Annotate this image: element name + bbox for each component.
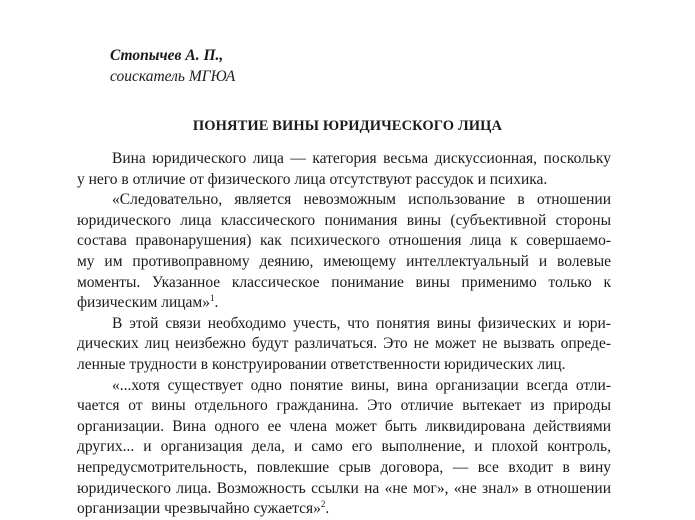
paragraph <box>77 149 611 190</box>
footnote-mark[interactable]: 1 <box>209 293 215 303</box>
paragraph <box>77 314 611 376</box>
text-line: организации чрезвычайно сужается»$^2$. <box>77 498 330 518</box>
paragraph <box>77 190 611 314</box>
text-line: дических лиц неизбежно будут различаться. Это не может не вызвать опреде- <box>77 335 611 353</box>
text-line: организации. Вина одного ее члена может быть ликвидирована действиями <box>77 417 611 435</box>
text-line: му им противоправному деянию, имеющему интеллектуальный и волевые <box>77 252 611 270</box>
text-line: непредусмотрительность, повлекшие срыв договора, — все входит в вину <box>77 458 611 476</box>
text-line-content: организации чрезвычайно сужается» <box>77 500 321 518</box>
text-line: «...хотя существует одно понятие вины, вина организации всегда отли- <box>112 376 611 394</box>
article-title: ПОНЯТИЕ ВИНЫ ЮРИДИЧЕСКОГО ЛИЦА <box>192 118 503 134</box>
article-body <box>77 149 611 520</box>
text-line: чается от вины отдельного гражданина. Это отличие вытекает из природы <box>77 397 611 415</box>
text-line: юридического лица классического понимания вины (субъективной стороны <box>77 211 611 229</box>
text-line: В этой связи необходимо учесть, что понятия вины физических и юри- <box>112 314 611 332</box>
text-line: «Следовательно, является невозможным использование в отношении <box>112 191 611 209</box>
text-line: других... и организация дела, и само его выполнение, и плохой контроль, <box>77 438 611 456</box>
paragraph <box>77 376 611 520</box>
text-line: у него в отличие от физического лица отсутствуют рассудок и психика. <box>77 170 548 188</box>
footnote-mark[interactable]: 2 <box>320 498 326 509</box>
text-line: состава правонарушения) как психического отношения лица к совершаемо- <box>77 232 611 250</box>
text-line: физическим лицам»$^1$. <box>77 293 219 312</box>
text-line-content: физическим лицам» <box>77 294 210 312</box>
author-name: Стопычев А. П., <box>110 47 224 64</box>
text-line: ленные трудности в конструировании ответственности юридических лиц. <box>77 355 566 373</box>
author-role: соискатель МГЮА <box>110 68 236 85</box>
text-line: Вина юридического лица — категория весьма дискуссионная, поскольку <box>112 150 611 167</box>
text-line: юридического лица. Возможность ссылки на «не мог», «не знал» в отношении <box>77 479 611 497</box>
text-line: моменты. Указанное классическое понимание вины применимо только к <box>77 273 611 291</box>
